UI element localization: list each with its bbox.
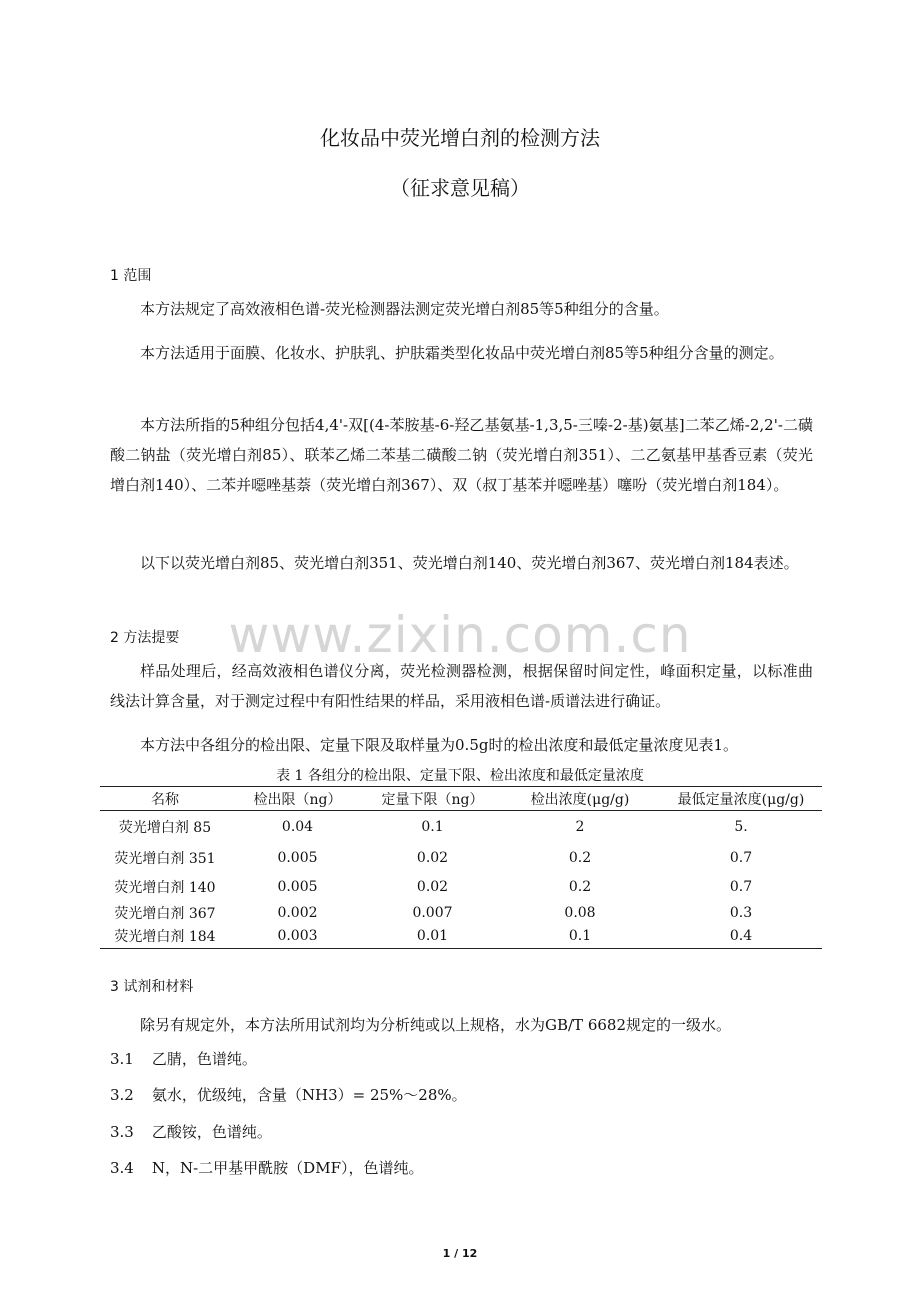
section-1-paragraph-2: 本方法适用于面膜、化妆水、护肤乳、护肤霜类型化妆品中荧光增白剂85等5种组分含量的测定。 bbox=[140, 344, 784, 362]
table-cell: 0.2 bbox=[568, 849, 592, 866]
table-cell: 0.7 bbox=[729, 849, 753, 866]
page-number: 1 / 12 bbox=[442, 1247, 478, 1260]
table-cell: 0.4 bbox=[660, 925, 822, 949]
table-row bbox=[100, 843, 822, 873]
list-item bbox=[110, 1121, 272, 1142]
table-cell: 荧光增白剂 367 bbox=[114, 905, 216, 922]
table-cell: 0.01 bbox=[365, 925, 500, 949]
section-2-paragraph-1: 样品处理后，经高效液相色谱仪分离，荧光检测器检测，根据保留时间定性，峰面积定量，以标准曲线法计算含量，对于测定过程中有阳性结果的样品，采用液相色谱-质谱法进行确证。 bbox=[110, 662, 813, 710]
list-item-text: 乙酸铵，色谱纯。 bbox=[151, 1123, 272, 1141]
list-item bbox=[110, 1048, 257, 1069]
list-item-text: N，N-二甲基甲酰胺（DMF），色谱纯。 bbox=[151, 1159, 424, 1177]
watermark: www.zixin.com.cn bbox=[228, 606, 692, 664]
list-item bbox=[110, 1157, 423, 1178]
table-row bbox=[100, 811, 822, 843]
table-cell: 0.02 bbox=[416, 849, 449, 866]
column-header-detection-concentration: 检出浓度(μg/g) bbox=[500, 787, 660, 811]
table-cell: 0.04 bbox=[281, 818, 314, 835]
section-2-heading: 2 方法提要 bbox=[110, 630, 180, 646]
list-item-number: 3.2 bbox=[110, 1086, 134, 1104]
table-cell: 0.08 bbox=[564, 904, 596, 921]
table-header-row bbox=[100, 787, 822, 811]
section-1-heading: 1 范围 bbox=[110, 268, 152, 284]
table-cell: 0.1 bbox=[421, 818, 444, 835]
section-1-paragraph-1: 本方法规定了高效液相色谱-荧光检测器法测定荧光增白剂85等5种组分的含量。 bbox=[140, 300, 669, 318]
list-item-number: 3.1 bbox=[110, 1050, 134, 1068]
table-row bbox=[100, 925, 822, 949]
table-cell: 荧光增白剂 351 bbox=[114, 850, 216, 867]
list-item-number: 3.4 bbox=[110, 1159, 134, 1177]
section-3-paragraph-1: 除另有规定外，本方法所用试剂均为分析纯或以上规格，水为GB/T 6682规定的一级水。 bbox=[140, 1016, 732, 1034]
table-cell: 0.1 bbox=[500, 925, 660, 949]
list-item-number: 3.3 bbox=[110, 1123, 134, 1141]
table-cell: 荧光增白剂 85 bbox=[118, 819, 212, 836]
section-2-paragraph-2: 本方法中各组分的检出限、定量下限及取样量为0.5g时的检出浓度和最低定量浓度见表1。 bbox=[140, 736, 739, 754]
section-3-heading: 3 试剂和材料 bbox=[110, 979, 194, 995]
table-cell: 荧光增白剂 184 bbox=[100, 925, 230, 949]
table-caption: 表 1 各组分的检出限、定量下限、检出浓度和最低定量浓度 bbox=[276, 768, 644, 784]
document-title: 化妆品中荧光增白剂的检测方法 bbox=[320, 126, 600, 150]
document-subtitle: （征求意见稿） bbox=[390, 176, 530, 200]
section-1-paragraph-3: 本方法所指的5种组分包括4,4'-双[(4-苯胺基-6-羟乙基氨基-1,3,5-三嗪-2-基)氨基]二苯乙烯-2,2'-二磺酸二钠盐（荧光增白剂85）、联苯乙烯二苯基二磺酸二钠（荧光增白剂351）、二乙氨基甲基香豆素（荧光增白剂140）、二苯并噁唑基萘（荧光增白剂367）、双（叔丁基苯并噁唑基）噻吩（荧光增白剂184）。 bbox=[110, 416, 813, 494]
table-row bbox=[100, 873, 822, 901]
table-cell: 5. bbox=[734, 818, 748, 835]
table-cell: 0.3 bbox=[729, 904, 753, 921]
table-cell: 0.7 bbox=[729, 878, 753, 895]
detection-limits-table bbox=[100, 786, 822, 949]
column-header-min-quant-concentration: 最低定量浓度(μg/g) bbox=[660, 787, 822, 811]
section-1-paragraph-4: 以下以荧光增白剂85、荧光增白剂351、荧光增白剂140、荧光增白剂367、荧光增白剂184表述。 bbox=[140, 554, 799, 572]
table-cell: 0.003 bbox=[230, 925, 365, 949]
table-cell: 0.007 bbox=[412, 904, 453, 921]
table-cell: 0.005 bbox=[277, 849, 318, 866]
table-row bbox=[100, 901, 822, 925]
list-item-text: 乙腈，色谱纯。 bbox=[151, 1050, 257, 1068]
list-item-text: 氨水，优级纯，含量（NH3）= 25%～28%。 bbox=[151, 1086, 467, 1104]
table-cell: 0.005 bbox=[277, 878, 318, 895]
table-cell: 荧光增白剂 140 bbox=[114, 879, 216, 896]
list-item bbox=[110, 1084, 467, 1105]
column-header-loq: 定量下限（ng） bbox=[365, 787, 500, 811]
column-header-lod: 检出限（ng） bbox=[230, 787, 365, 811]
table-cell: 0.2 bbox=[568, 878, 592, 895]
column-header-name: 名称 bbox=[100, 787, 230, 811]
table-cell: 0.002 bbox=[277, 904, 318, 921]
table-cell: 2 bbox=[575, 818, 585, 835]
table-cell: 0.02 bbox=[416, 878, 449, 895]
